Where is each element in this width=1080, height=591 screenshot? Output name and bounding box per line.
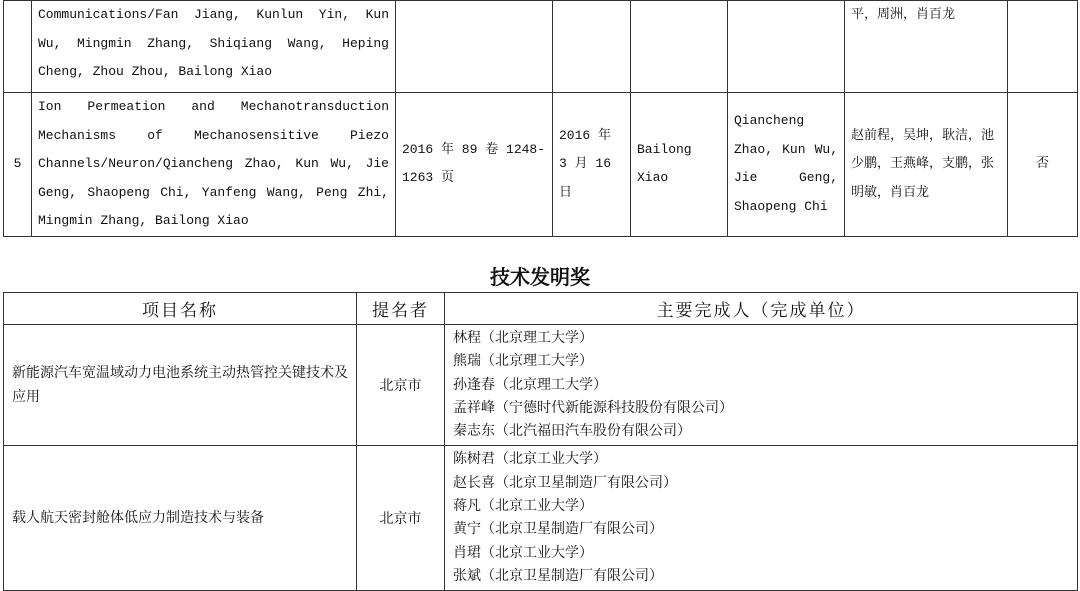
paper-title-authors: Ion Permeation and Mechanotransduction Mechanisms of Mechanosensitive Piezo Channels/Neuron/Qiancheng Zhao, Kun Wu, Jie Geng, Shaopeng Chi, Yanfeng Wang, Peng Zhi, Mingmin Zhang, Bailong Xiao (32, 93, 396, 237)
contributor: 陈树君（北京工业大学） (453, 451, 607, 468)
table-row (4, 325, 1078, 446)
contributor: 林程（北京理工大学） (453, 330, 593, 346)
row-flag (1008, 1, 1078, 93)
contributor: 蒋凡（北京工业大学） (453, 498, 593, 515)
table-row (4, 1, 1078, 93)
contributors-list (445, 325, 1078, 446)
contributor: 赵长喜（北京卫星制造厂有限公司） (453, 474, 677, 491)
header-main-contributors: 主要完成人（完成单位） (445, 293, 1078, 325)
table-header-row (4, 293, 1078, 325)
contributor: 肖珺（北京工业大学） (453, 544, 593, 561)
publication-date (553, 1, 631, 93)
contributors-list (445, 446, 1078, 591)
other-authors: 平，周洲，肖百龙 (845, 1, 1008, 93)
contributor: 熊瑞（北京理工大学） (453, 353, 593, 370)
paper-title-authors: Communications/Fan Jiang, Kunlun Yin, Kun Wu, Mingmin Zhang, Shiqiang Wang, Heping Cheng, Zhou Zhou, Bailong Xiao (32, 1, 396, 93)
corresponding-author: Bailong Xiao (631, 93, 728, 237)
award-table (3, 292, 1078, 591)
publication-date: 2016 年 3 月 16 日 (553, 93, 631, 237)
table-row (4, 93, 1078, 237)
contributor: 张斌（北京卫星制造厂有限公司） (453, 567, 663, 584)
nominator: 北京市 (357, 446, 445, 591)
nominator: 北京市 (357, 325, 445, 446)
table-row (4, 446, 1078, 591)
row-flag: 否 (1008, 93, 1078, 237)
contributor: 秦志东（北汽福田汽车股份有限公司） (453, 423, 691, 440)
project-name: 新能源汽车宽温域动力电池系统主动热管控关键技术及应用 (4, 325, 357, 446)
volume-pages (396, 1, 553, 93)
header-nominator: 提名者 (357, 293, 445, 325)
domestic-authors: Qiancheng Zhao, Kun Wu, Jie Geng, Shaopeng Chi (728, 93, 845, 237)
corresponding-author (631, 1, 728, 93)
paper-table (3, 0, 1078, 237)
row-index: 5 (4, 93, 32, 237)
row-index (4, 1, 32, 93)
domestic-authors (728, 1, 845, 93)
header-project-name: 项目名称 (4, 293, 357, 325)
contributor: 孙逢春（北京理工大学） (453, 376, 607, 393)
section-title: 技术发明奖 (490, 265, 590, 289)
contributor: 孟祥峰（宁德时代新能源科技股份有限公司） (453, 399, 733, 416)
contributor: 黄宁（北京卫星制造厂有限公司） (453, 521, 663, 538)
project-name: 载人航天密封舱体低应力制造技术与装备 (4, 446, 357, 591)
volume-pages: 2016 年 89 卷 1248-1263 页 (396, 93, 553, 237)
other-authors: 赵前程，吴坤，耿洁，池少鹏，王燕峰，支鹏，张明敏，肖百龙 (845, 93, 1008, 237)
